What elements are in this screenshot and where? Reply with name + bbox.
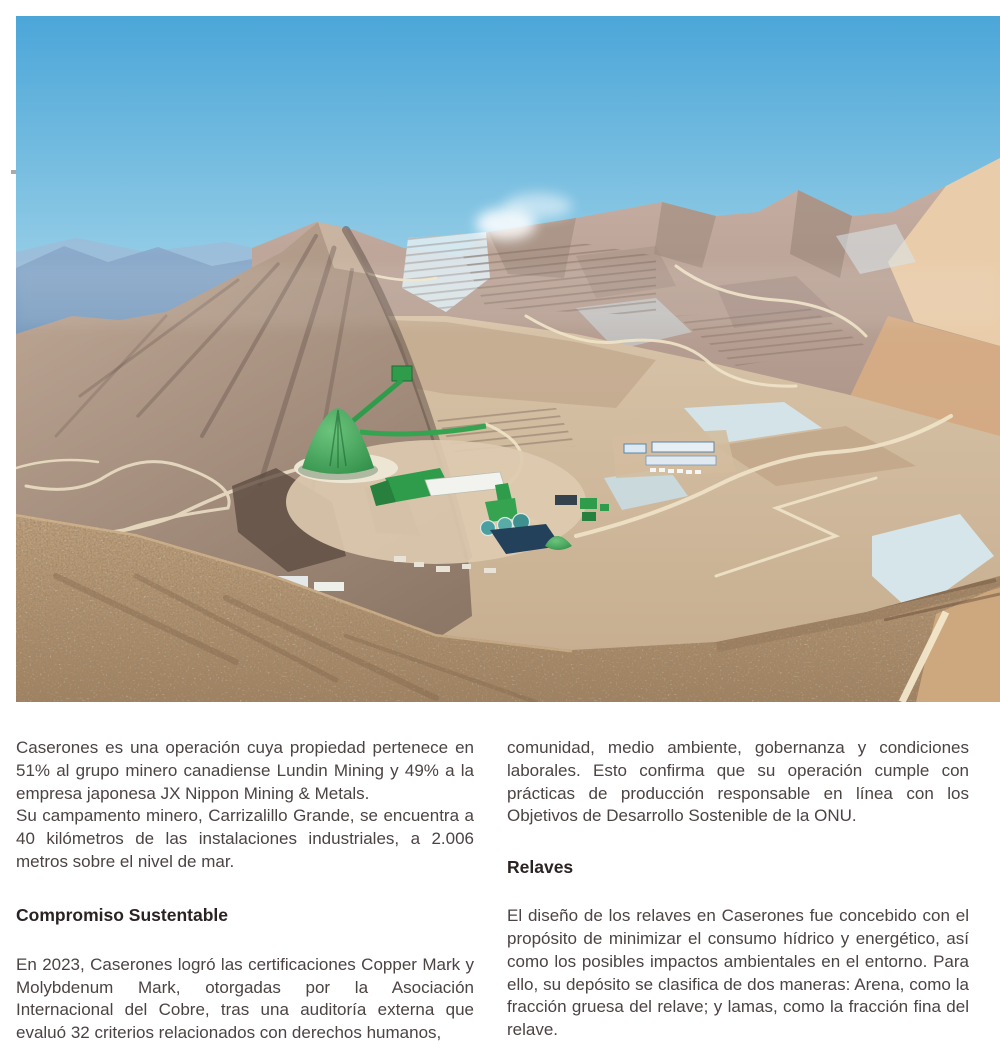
paragraph-certifications-cont: comunidad, medio ambiente, gobernanza y condiciones laborales. Esto confirma que su operación cumple con prácticas de producción responsable en línea con los Objetivos de Desarrollo Sostenible de la ONU. [507,738,969,826]
haze [16,266,1000,326]
paragraph-ownership: Caserones es una operación cuya propiedad pertenece en 51% al grupo minero canadiense Lundin Mining y 49% a la empresa japonesa JX Nippon Mining & Metals. [16,738,474,803]
paragraph-certifications: En 2023, Caserones logró las certificaciones Copper Mark y Molybdenum Mark, otorgadas por la Asociación Internacional del Cobre, tras una auditoría externa que evaluó 32 criterios relacionados con derechos humanos, [16,954,474,1043]
section-heading-compromiso: Compromiso Sustentable [16,904,228,925]
article-body [16,737,969,1045]
article-column-right [507,737,969,1045]
paragraph-relaves: El diseño de los relaves en Caserones fue concebido con el propósito de minimizar el consumo hídrico y energético, así como los posibles impactos ambientales en el entorno. Para ello, su depósito se clasifica de dos maneras: Arena, como la fracción gruesa del relave; y lamas, como la fracción fina del relave. [507,906,969,1040]
paragraph-camp: Su campamento minero, Carrizalillo Grande, se encuentra a 40 kilómetros de las instalaciones industriales, a 2.006 metros sobre el nivel de mar. [16,806,474,871]
mine-aerial-photo [16,16,1000,702]
section-heading-relaves: Relaves [507,857,574,878]
article-column-left [16,737,474,1045]
